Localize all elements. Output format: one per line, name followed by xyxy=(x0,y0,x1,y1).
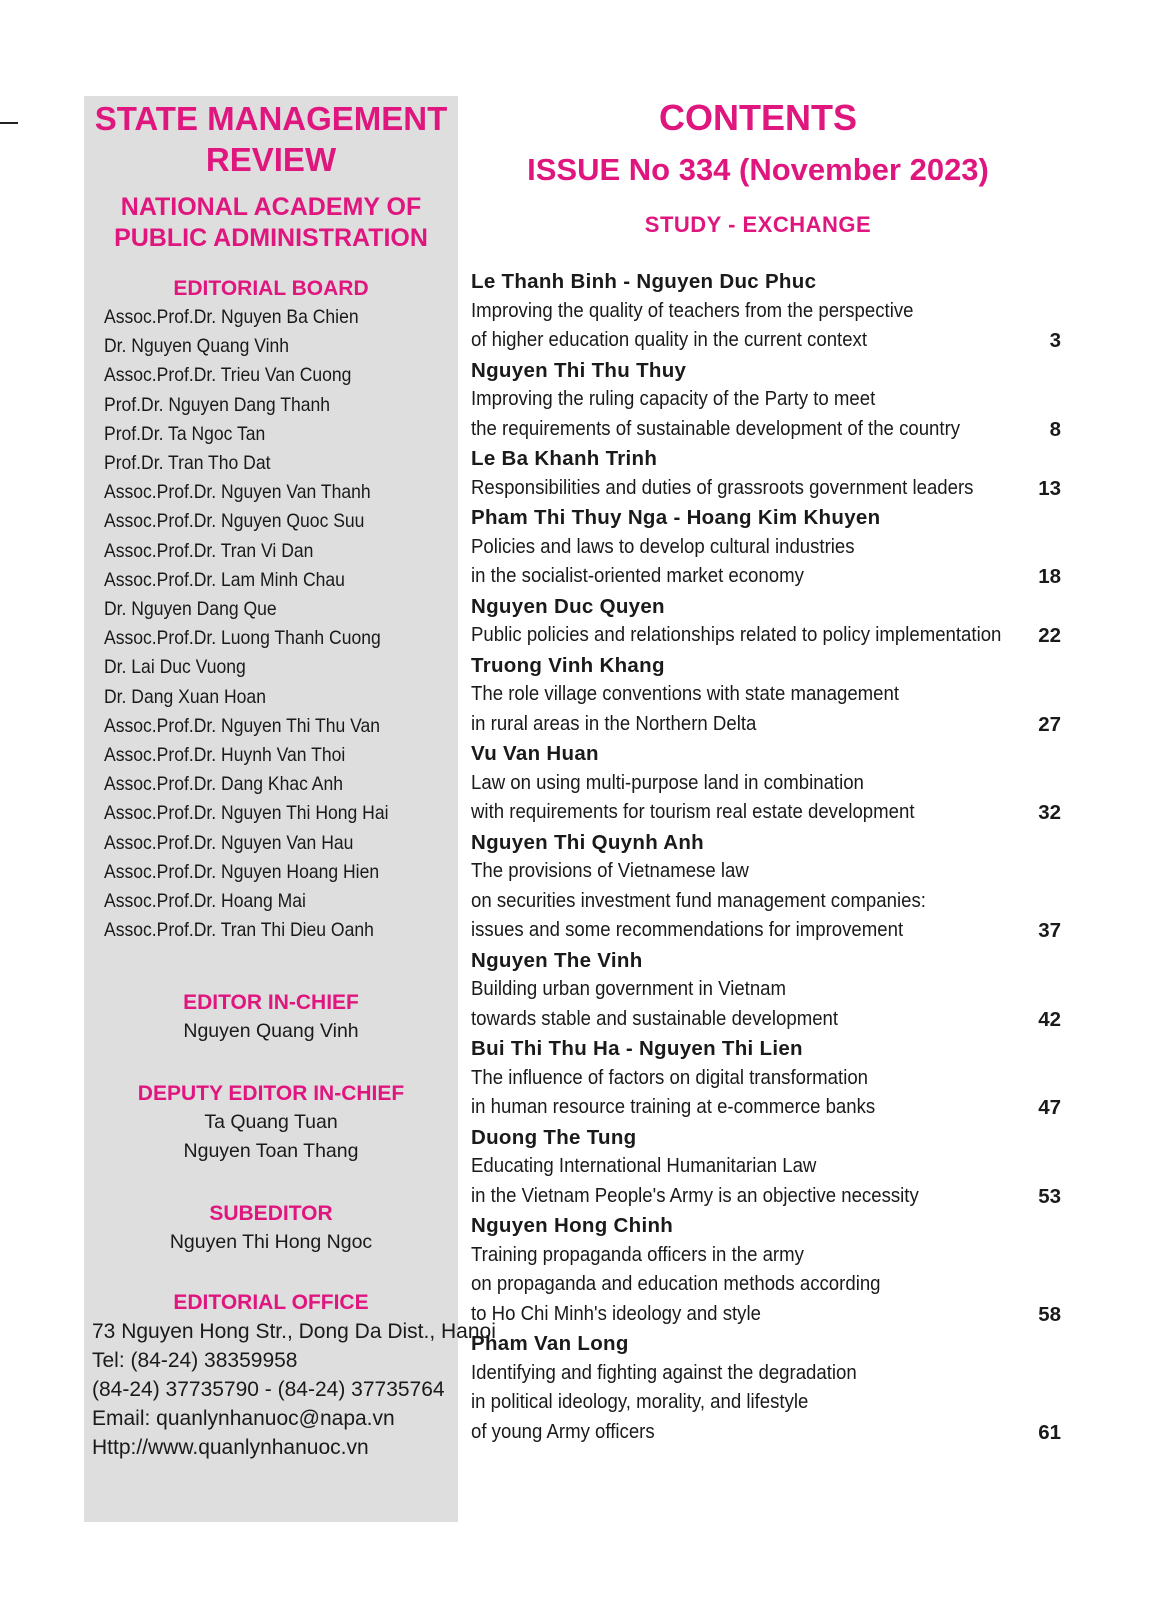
article-title-line: in rural areas in the Northern Delta xyxy=(471,712,757,735)
article-author: Le Thanh Binh - Nguyen Duc Phuc xyxy=(471,270,817,293)
page-number: 47 xyxy=(1038,1096,1061,1119)
editorial-office-details xyxy=(92,1317,496,1462)
article-title-line: Educating International Humanitarian Law xyxy=(471,1155,817,1177)
board-member: Assoc.Prof.Dr. Tran Thi Dieu Oanh xyxy=(104,919,374,942)
article-title-line: Identifying and fighting against the degradation xyxy=(471,1361,857,1384)
deputy-editor-name: Nguyen Toan Thang xyxy=(183,1140,359,1163)
publisher-line: NATIONAL ACADEMY OF xyxy=(120,193,422,221)
board-member: Dr. Dang Xuan Hoan xyxy=(104,685,266,708)
toc-entry xyxy=(471,503,1061,592)
article-title-line: The provisions of Vietnamese law xyxy=(471,860,749,882)
article-title-line: Improving the ruling capacity of the Party to meet xyxy=(471,388,876,410)
article-title-line: with requirements for tourism real estate development xyxy=(471,801,915,823)
toc-entry xyxy=(471,267,1061,356)
page-number: 22 xyxy=(1038,624,1061,647)
editor-in-chief-name: Nguyen Quang Vinh xyxy=(183,1020,359,1043)
article-title-line: The role village conventions with state management xyxy=(471,683,900,705)
toc-entry xyxy=(471,444,1061,503)
article-title-line: of higher education quality in the current context xyxy=(471,329,868,351)
board-member: Prof.Dr. Ta Ngoc Tan xyxy=(104,422,266,445)
article-title-line: in the socialist-oriented market economy xyxy=(471,565,804,587)
subeditor-name: Nguyen Thi Hong Ngoc xyxy=(169,1231,373,1254)
subeditor-heading: SUBEDITOR xyxy=(209,1202,333,1226)
page-number: 53 xyxy=(1038,1184,1061,1208)
contents-title: CONTENTS xyxy=(659,97,857,138)
board-member: Prof.Dr. Nguyen Dang Thanh xyxy=(104,393,331,416)
article-author: Truong Vinh Khang xyxy=(471,653,665,677)
page-number: 13 xyxy=(1038,476,1061,500)
board-member: Prof.Dr. Tran Tho Dat xyxy=(104,452,271,475)
issue-title: ISSUE No 334 (November 2023) xyxy=(527,152,989,187)
toc-entry xyxy=(471,1211,1061,1329)
board-member: Assoc.Prof.Dr. Huynh Van Thoi xyxy=(104,744,346,767)
article-author: Duong The Tung xyxy=(471,1125,637,1149)
article-author: Nguyen The Vinh xyxy=(471,948,643,972)
toc-entry xyxy=(471,946,1061,1035)
article-title-line: the requirements of sustainable development of the country xyxy=(471,417,961,440)
journal-title-line: REVIEW xyxy=(205,141,337,178)
article-author: Le Ba Khanh Trinh xyxy=(471,447,658,470)
crop-mark xyxy=(0,122,18,124)
article-author: Nguyen Duc Quyen xyxy=(471,594,665,618)
board-member: Assoc.Prof.Dr. Luong Thanh Cuong xyxy=(104,627,381,650)
article-author: Nguyen Thi Quynh Anh xyxy=(471,830,705,854)
board-member: Dr. Lai Duc Vuong xyxy=(104,656,246,679)
article-title-line: Improving the quality of teachers from the perspective xyxy=(471,299,914,322)
editorial-board-heading: EDITORIAL BOARD xyxy=(173,277,369,300)
board-member: Assoc.Prof.Dr. Nguyen Van Thanh xyxy=(104,481,371,504)
article-title-line: on propaganda and education methods according xyxy=(471,1273,881,1295)
toc-entry xyxy=(471,592,1061,651)
toc-entry xyxy=(471,739,1061,828)
table-of-contents xyxy=(471,267,1061,1447)
article-title-line: in political ideology, morality, and lifestyle xyxy=(471,1391,809,1413)
board-member: Dr. Nguyen Quang Vinh xyxy=(104,335,290,358)
masthead-sidebar xyxy=(84,96,496,1522)
article-title-line: Policies and laws to develop cultural industries xyxy=(471,535,855,558)
article-author: Nguyen Hong Chinh xyxy=(471,1214,674,1237)
article-author: Vu Van Huan xyxy=(471,742,599,765)
editorial-office-heading: EDITORIAL OFFICE xyxy=(173,1291,369,1315)
toc-entry xyxy=(471,1123,1061,1212)
deputy-editor-heading: DEPUTY EDITOR IN-CHIEF xyxy=(137,1082,405,1106)
article-author: Pham Van Long xyxy=(471,1332,629,1355)
page-number: 8 xyxy=(1049,417,1061,441)
board-member: Assoc.Prof.Dr. Trieu Van Cuong xyxy=(104,364,352,387)
board-member: Assoc.Prof.Dr. Nguyen Thi Hong Hai xyxy=(104,802,389,825)
board-member: Assoc.Prof.Dr. Lam Minh Chau xyxy=(104,568,345,591)
board-member: Assoc.Prof.Dr. Hoang Mai xyxy=(104,890,306,913)
editorial-board-list xyxy=(104,303,458,945)
board-member: Assoc.Prof.Dr. Dang Khac Anh xyxy=(104,773,344,796)
toc-entry xyxy=(471,828,1061,946)
board-member: Assoc.Prof.Dr. Nguyen Hoang Hien xyxy=(104,860,380,883)
article-title-line: Public policies and relationships related to policy implementation xyxy=(471,624,1002,646)
article-title-line: Law on using multi-purpose land in combination xyxy=(471,771,864,794)
toc-entry xyxy=(471,1034,1061,1123)
page-number: 37 xyxy=(1038,919,1061,942)
page-number: 27 xyxy=(1038,712,1061,736)
deputy-editor-name: Ta Quang Tuan xyxy=(204,1111,338,1134)
journal-title-line: STATE MANAGEMENT xyxy=(94,100,448,137)
article-author: Bui Thi Thu Ha - Nguyen Thi Lien xyxy=(471,1037,803,1060)
section-title: STUDY - EXCHANGE xyxy=(644,212,872,237)
page-number: 58 xyxy=(1038,1302,1061,1326)
office-phone-alt: (84-24) 37735790 - (84-24) 37735764 xyxy=(92,1378,445,1402)
journal-title xyxy=(84,98,458,180)
article-title-line: in human resource training at e-commerce banks xyxy=(471,1096,876,1118)
board-member: Assoc.Prof.Dr. Nguyen Ba Chien xyxy=(104,306,359,328)
article-title-line: issues and some recommendations for improvement xyxy=(471,919,904,941)
article-title-line: Building urban government in Vietnam xyxy=(471,978,787,1000)
article-title-line: The influence of factors on digital transformation xyxy=(471,1066,869,1089)
page-number: 42 xyxy=(1038,1007,1061,1031)
article-title-line: to Ho Chi Minh's ideology and style xyxy=(471,1302,761,1325)
office-phone: Tel: (84-24) 38359958 xyxy=(92,1349,298,1373)
office-website: Http://www.quanlynhanuoc.vn xyxy=(92,1436,369,1460)
article-title-line: Training propaganda officers in the army xyxy=(471,1243,804,1266)
toc-entry xyxy=(471,356,1061,445)
toc-entry xyxy=(471,651,1061,740)
page-number: 32 xyxy=(1038,801,1061,824)
article-author: Pham Thi Thuy Nga - Hoang Kim Khuyen xyxy=(471,506,881,529)
page-number: 61 xyxy=(1038,1420,1061,1444)
board-member: Assoc.Prof.Dr. Nguyen Van Hau xyxy=(104,831,354,854)
board-member: Assoc.Prof.Dr. Nguyen Thi Thu Van xyxy=(104,714,381,737)
page-number: 3 xyxy=(1049,329,1061,352)
publisher-name xyxy=(84,192,458,254)
article-title-line: towards stable and sustainable development xyxy=(471,1007,839,1030)
article-title-line: of young Army officers xyxy=(471,1420,655,1443)
office-address: 73 Nguyen Hong Str., Dong Da Dist., Hanoi xyxy=(92,1320,496,1344)
board-member: Assoc.Prof.Dr. Nguyen Quoc Suu xyxy=(104,510,365,533)
editor-in-chief-heading: EDITOR IN-CHIEF xyxy=(183,991,359,1015)
publisher-line: PUBLIC ADMINISTRATION xyxy=(114,224,428,252)
article-title-line: Responsibilities and duties of grassroots government leaders xyxy=(471,476,974,499)
article-title-line: in the Vietnam People's Army is an objective necessity xyxy=(471,1184,919,1207)
board-member: Dr. Nguyen Dang Que xyxy=(104,598,277,621)
article-title-line: on securities investment fund management companies: xyxy=(471,889,926,912)
board-member: Assoc.Prof.Dr. Tran Vi Dan xyxy=(104,539,314,562)
article-author: Nguyen Thi Thu Thuy xyxy=(471,358,687,382)
toc-entry xyxy=(471,1329,1061,1447)
office-email: Email: quanlynhanuoc@napa.vn xyxy=(92,1407,395,1431)
page-number: 18 xyxy=(1038,565,1061,588)
